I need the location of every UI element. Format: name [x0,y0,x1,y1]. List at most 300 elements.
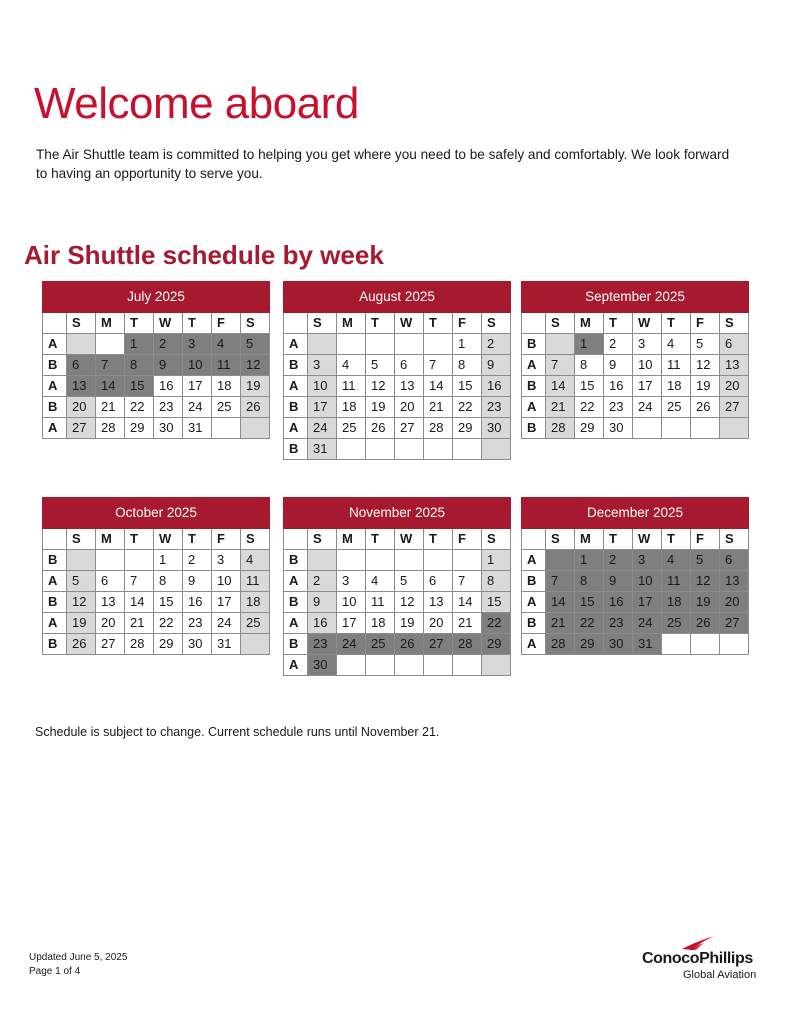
day-cell: 10 [337,592,366,613]
day-cell: 29 [575,418,604,439]
day-cell: 12 [67,592,96,613]
day-cell: 23 [154,397,183,418]
week-row [284,334,511,355]
day-of-week-header: M [337,313,366,334]
day-cell: 17 [633,592,662,613]
week-label: B [522,376,546,397]
day-cell: 16 [604,376,633,397]
calendar-month [283,497,511,676]
week-label: B [522,418,546,439]
day-cell [453,439,482,460]
week-row [284,397,511,418]
day-cell: 31 [308,439,337,460]
day-cell: 19 [241,376,270,397]
week-label: A [284,613,308,634]
week-row [522,571,749,592]
logo-name: ConocoPhillips [642,950,753,967]
day-of-week-header: S [546,529,575,550]
day-cell: 10 [308,376,337,397]
day-cell: 25 [662,613,691,634]
day-cell [96,334,125,355]
day-of-week-header: S [67,529,96,550]
day-cell: 22 [575,397,604,418]
day-cell: 3 [183,334,212,355]
day-cell: 11 [662,355,691,376]
day-cell [424,334,453,355]
day-cell [308,334,337,355]
day-cell: 7 [424,355,453,376]
week-label: A [522,397,546,418]
day-cell: 26 [395,634,424,655]
day-cell [337,655,366,676]
day-cell [633,418,662,439]
day-cell: 21 [453,613,482,634]
day-cell: 11 [662,571,691,592]
footer [29,951,127,979]
week-header-blank [284,529,308,550]
day-cell [662,634,691,655]
day-cell: 18 [337,397,366,418]
day-cell [395,334,424,355]
day-cell: 11 [212,355,241,376]
month-title: November 2025 [284,498,511,529]
day-cell: 21 [125,613,154,634]
day-cell: 29 [453,418,482,439]
day-cell: 6 [395,355,424,376]
week-label: B [43,397,67,418]
day-cell: 29 [575,634,604,655]
day-cell: 13 [96,592,125,613]
day-of-week-header: S [308,313,337,334]
day-of-week-header: S [720,313,749,334]
day-cell: 17 [337,613,366,634]
day-cell: 8 [453,355,482,376]
day-cell: 29 [482,634,511,655]
day-cell: 3 [337,571,366,592]
day-cell [395,655,424,676]
week-row [43,418,270,439]
week-label: B [522,613,546,634]
day-of-week-header: T [662,529,691,550]
day-cell: 4 [662,550,691,571]
day-of-week-header: T [424,529,453,550]
day-cell: 7 [546,571,575,592]
week-label: B [284,592,308,613]
week-row [522,634,749,655]
day-of-week-header: T [125,529,154,550]
day-cell: 15 [125,376,154,397]
day-cell: 1 [453,334,482,355]
week-row [284,571,511,592]
day-cell: 13 [424,592,453,613]
day-cell: 23 [482,397,511,418]
day-cell: 5 [67,571,96,592]
day-cell: 28 [96,418,125,439]
day-of-week-header: T [366,529,395,550]
calendar-month [521,281,749,439]
schedule-note: Schedule is subject to change. Current schedule runs until November 21. [35,725,440,739]
day-of-week-header: M [575,529,604,550]
day-cell: 15 [154,592,183,613]
day-cell: 20 [67,397,96,418]
day-cell: 24 [633,397,662,418]
day-of-week-header: S [720,529,749,550]
day-cell [67,334,96,355]
day-cell: 28 [424,418,453,439]
week-row [43,550,270,571]
day-cell: 29 [125,418,154,439]
day-of-week-header: S [241,313,270,334]
week-label: B [43,592,67,613]
day-cell [337,334,366,355]
day-of-week-header: S [482,529,511,550]
page-number: Page 1 of 4 [29,966,81,977]
day-cell: 11 [337,376,366,397]
day-cell: 7 [546,355,575,376]
day-of-week-header: W [154,313,183,334]
day-cell: 30 [482,418,511,439]
day-cell: 2 [154,334,183,355]
week-row [522,334,749,355]
week-row [522,418,749,439]
calendar-month [42,497,270,655]
week-label: B [284,397,308,418]
day-cell: 28 [546,418,575,439]
schedule-heading: Air Shuttle schedule by week [24,240,384,270]
day-cell: 4 [662,334,691,355]
week-label: A [522,550,546,571]
day-cell [241,418,270,439]
day-cell: 25 [212,397,241,418]
day-cell [453,550,482,571]
day-cell: 23 [604,613,633,634]
calendar-month [521,497,749,655]
day-cell: 29 [154,634,183,655]
day-of-week-header: W [395,313,424,334]
day-cell: 6 [424,571,453,592]
month-title: August 2025 [284,282,511,313]
day-cell: 27 [67,418,96,439]
day-cell: 12 [691,571,720,592]
logo-subtitle: Global Aviation [683,969,757,981]
week-row [284,418,511,439]
day-cell: 17 [308,397,337,418]
day-cell: 14 [546,592,575,613]
day-cell: 20 [424,613,453,634]
calendar-month [283,281,511,460]
day-of-week-header: S [241,529,270,550]
day-cell: 6 [96,571,125,592]
week-label: B [284,550,308,571]
day-cell: 14 [546,376,575,397]
day-cell: 15 [575,376,604,397]
day-cell: 12 [241,355,270,376]
day-cell: 1 [154,550,183,571]
week-label: A [522,355,546,376]
day-cell: 21 [546,397,575,418]
day-cell: 3 [308,355,337,376]
day-of-week-header: S [67,313,96,334]
day-of-week-header: T [604,529,633,550]
day-cell [482,655,511,676]
day-of-week-header: T [183,313,212,334]
day-cell: 12 [691,355,720,376]
day-of-week-header: W [395,529,424,550]
day-cell: 5 [691,334,720,355]
day-cell: 15 [482,592,511,613]
week-row [43,634,270,655]
day-cell [241,634,270,655]
week-row [284,634,511,655]
day-cell: 1 [575,550,604,571]
day-cell: 11 [241,571,270,592]
day-cell: 14 [125,592,154,613]
day-cell: 14 [424,376,453,397]
day-of-week-header: T [183,529,212,550]
week-row [43,376,270,397]
day-cell: 13 [720,571,749,592]
day-cell: 21 [424,397,453,418]
day-cell [125,550,154,571]
week-label: A [522,592,546,613]
week-label: B [522,334,546,355]
month-title: July 2025 [43,282,270,313]
day-cell: 2 [308,571,337,592]
day-of-week-header: M [575,313,604,334]
day-cell: 10 [633,571,662,592]
week-row [522,592,749,613]
month-title: October 2025 [43,498,270,529]
day-cell [546,334,575,355]
day-of-week-header: S [546,313,575,334]
day-cell: 1 [575,334,604,355]
day-cell: 31 [212,634,241,655]
day-cell: 28 [125,634,154,655]
day-of-week-header: S [482,313,511,334]
day-cell [453,655,482,676]
day-cell: 25 [366,634,395,655]
week-row [522,376,749,397]
day-cell: 18 [212,376,241,397]
day-of-week-header: M [96,529,125,550]
day-cell: 4 [366,571,395,592]
week-row [284,613,511,634]
week-row [522,397,749,418]
week-row [43,355,270,376]
day-of-week-header: S [308,529,337,550]
day-cell: 19 [395,613,424,634]
day-cell: 31 [633,634,662,655]
day-cell [691,418,720,439]
day-cell [366,439,395,460]
day-cell: 5 [395,571,424,592]
week-label: A [284,418,308,439]
day-of-week-header: F [453,529,482,550]
day-cell: 26 [241,397,270,418]
day-cell: 27 [424,634,453,655]
day-cell [212,418,241,439]
day-cell: 27 [395,418,424,439]
day-cell: 14 [96,376,125,397]
day-cell: 16 [154,376,183,397]
day-cell [424,439,453,460]
day-cell: 23 [604,397,633,418]
day-cell: 15 [453,376,482,397]
day-cell: 20 [96,613,125,634]
day-cell: 13 [720,355,749,376]
day-cell: 7 [96,355,125,376]
week-label: B [43,634,67,655]
day-cell: 19 [366,397,395,418]
day-cell: 17 [633,376,662,397]
day-cell [395,439,424,460]
day-of-week-header: F [691,529,720,550]
day-cell: 30 [604,418,633,439]
day-of-week-header: W [633,313,662,334]
day-cell: 30 [604,634,633,655]
day-cell: 27 [720,397,749,418]
day-cell: 5 [691,550,720,571]
day-cell: 26 [366,418,395,439]
day-cell: 8 [154,571,183,592]
day-cell: 10 [633,355,662,376]
day-of-week-header: M [96,313,125,334]
day-cell [691,634,720,655]
day-cell: 19 [691,376,720,397]
week-label: A [284,334,308,355]
day-cell: 25 [337,418,366,439]
week-row [284,550,511,571]
week-label: A [284,655,308,676]
day-cell: 23 [308,634,337,655]
day-cell: 5 [366,355,395,376]
day-cell: 2 [482,334,511,355]
day-cell: 23 [183,613,212,634]
day-cell [366,655,395,676]
week-row [43,592,270,613]
week-row [522,355,749,376]
day-cell: 27 [720,613,749,634]
day-cell: 26 [67,634,96,655]
week-header-blank [522,529,546,550]
day-cell: 18 [366,613,395,634]
day-cell: 3 [633,550,662,571]
day-of-week-header: M [337,529,366,550]
day-cell: 25 [241,613,270,634]
day-cell [308,550,337,571]
day-cell: 31 [183,418,212,439]
day-cell: 10 [212,571,241,592]
day-cell: 13 [395,376,424,397]
day-cell: 18 [662,592,691,613]
day-cell: 3 [212,550,241,571]
week-row [522,613,749,634]
day-cell: 6 [67,355,96,376]
week-header-blank [43,529,67,550]
day-of-week-header: T [424,313,453,334]
day-cell: 12 [395,592,424,613]
week-row [522,550,749,571]
day-cell [96,550,125,571]
week-label: A [43,418,67,439]
day-of-week-header: T [604,313,633,334]
day-of-week-header: F [453,313,482,334]
day-cell: 14 [453,592,482,613]
day-of-week-header: T [125,313,154,334]
day-cell: 2 [183,550,212,571]
day-cell [337,550,366,571]
intro-text: The Air Shuttle team is committed to helping you get where you need to be safely and comfortably. We look forward to having an opportunity to serve you. [36,147,730,181]
day-cell: 8 [482,571,511,592]
calendar-month [42,281,270,439]
day-cell [720,418,749,439]
day-cell: 18 [662,376,691,397]
day-cell: 28 [453,634,482,655]
week-label: A [284,571,308,592]
day-cell: 11 [366,592,395,613]
week-row [284,439,511,460]
day-cell: 24 [183,397,212,418]
day-cell [67,550,96,571]
week-label: B [284,439,308,460]
week-label: A [43,376,67,397]
week-row [43,571,270,592]
day-cell: 4 [337,355,366,376]
day-cell: 28 [546,634,575,655]
day-cell [424,550,453,571]
day-cell: 1 [482,550,511,571]
updated-date: Updated June 5, 2025 [29,952,128,963]
day-cell: 18 [241,592,270,613]
week-label: B [284,634,308,655]
week-row [43,397,270,418]
day-cell: 16 [183,592,212,613]
day-cell: 9 [183,571,212,592]
day-of-week-header: F [212,529,241,550]
day-cell: 17 [183,376,212,397]
week-row [284,592,511,613]
week-header-blank [522,313,546,334]
day-cell [424,655,453,676]
day-cell: 2 [604,550,633,571]
day-cell [366,550,395,571]
week-row [43,613,270,634]
week-label: A [43,613,67,634]
day-cell: 15 [575,592,604,613]
day-cell: 1 [125,334,154,355]
day-cell: 16 [308,613,337,634]
month-title: September 2025 [522,282,749,313]
day-cell [482,439,511,460]
day-cell: 26 [691,397,720,418]
day-cell: 20 [720,376,749,397]
day-cell [546,550,575,571]
day-cell: 9 [604,571,633,592]
week-row [284,655,511,676]
day-cell [662,418,691,439]
day-cell: 24 [212,613,241,634]
day-cell: 4 [241,550,270,571]
day-cell: 9 [154,355,183,376]
day-cell: 16 [482,376,511,397]
day-cell: 22 [453,397,482,418]
day-cell: 8 [575,571,604,592]
day-cell: 2 [604,334,633,355]
day-of-week-header: T [662,313,691,334]
week-header-blank [284,313,308,334]
day-cell: 19 [691,592,720,613]
day-cell: 30 [183,634,212,655]
